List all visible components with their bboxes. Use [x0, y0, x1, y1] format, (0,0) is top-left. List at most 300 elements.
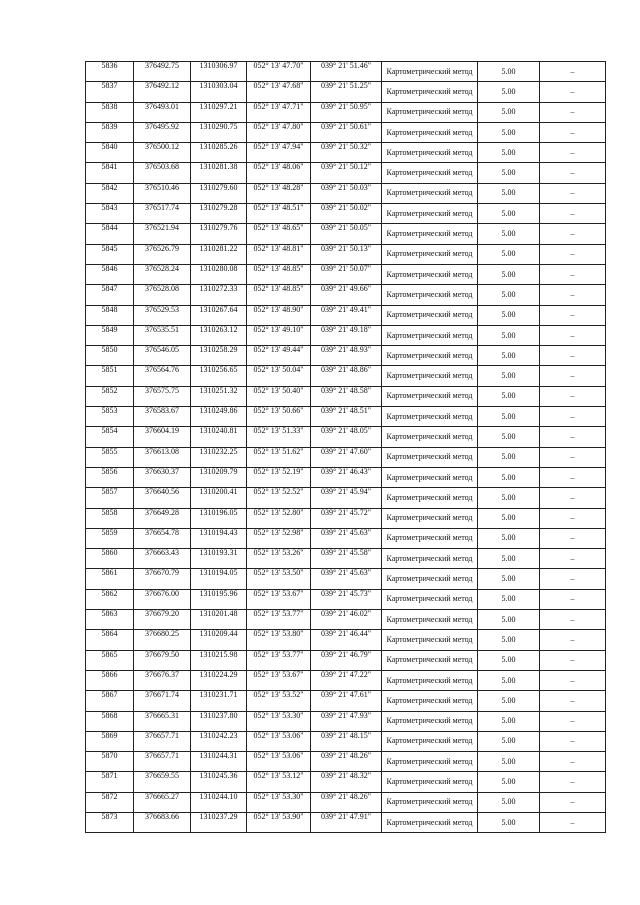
latitude-cell: 052° 13' 53.12"	[247, 772, 311, 792]
method-cell: Картометрический метод	[382, 447, 478, 467]
y-coordinate-cell: 1310280.08	[191, 264, 247, 284]
method-cell: Картометрический метод	[382, 366, 478, 386]
x-coordinate-cell: 376529.53	[134, 305, 191, 325]
accuracy-cell: 5.00	[478, 447, 540, 467]
longitude-cell: 039° 21' 48.15"	[311, 731, 382, 751]
latitude-cell: 052° 13' 47.80"	[247, 122, 311, 142]
y-coordinate-cell: 1310209.79	[191, 467, 247, 487]
y-coordinate-cell: 1310193.31	[191, 549, 247, 569]
method-cell: Картометрический метод	[382, 325, 478, 345]
note-cell: –	[540, 610, 606, 630]
method-cell: Картометрический метод	[382, 62, 478, 82]
accuracy-cell: 5.00	[478, 508, 540, 528]
x-coordinate-cell: 376613.08	[134, 447, 191, 467]
latitude-cell: 052° 13' 50.04"	[247, 366, 311, 386]
accuracy-cell: 5.00	[478, 122, 540, 142]
point-number-cell: 5857	[86, 488, 134, 508]
table-row	[86, 325, 606, 345]
table-row	[86, 812, 606, 832]
x-coordinate-cell: 376676.37	[134, 670, 191, 690]
table-row	[86, 549, 606, 569]
y-coordinate-cell: 1310249.86	[191, 407, 247, 427]
point-number-cell: 5873	[86, 812, 134, 832]
note-cell: –	[540, 528, 606, 548]
note-cell: –	[540, 772, 606, 792]
table-row	[86, 792, 606, 812]
x-coordinate-cell: 376604.19	[134, 427, 191, 447]
longitude-cell: 039° 21' 47.60"	[311, 447, 382, 467]
table-row	[86, 427, 606, 447]
latitude-cell: 052° 13' 53.52"	[247, 691, 311, 711]
x-coordinate-cell: 376679.20	[134, 610, 191, 630]
table-row	[86, 366, 606, 386]
note-cell: –	[540, 102, 606, 122]
accuracy-cell: 5.00	[478, 102, 540, 122]
latitude-cell: 052° 13' 48.51"	[247, 204, 311, 224]
x-coordinate-cell: 376670.79	[134, 569, 191, 589]
latitude-cell: 052° 13' 47.71"	[247, 102, 311, 122]
method-cell: Картометрический метод	[382, 549, 478, 569]
point-number-cell: 5840	[86, 143, 134, 163]
note-cell: –	[540, 650, 606, 670]
longitude-cell: 039° 21' 51.25"	[311, 82, 382, 102]
accuracy-cell: 5.00	[478, 325, 540, 345]
table-body	[86, 62, 606, 833]
latitude-cell: 052° 13' 53.30"	[247, 711, 311, 731]
table-row	[86, 569, 606, 589]
method-cell: Картометрический метод	[382, 711, 478, 731]
method-cell: Картометрический метод	[382, 670, 478, 690]
longitude-cell: 039° 21' 48.58"	[311, 386, 382, 406]
latitude-cell: 052° 13' 52.52"	[247, 488, 311, 508]
point-number-cell: 5847	[86, 285, 134, 305]
table-row	[86, 82, 606, 102]
y-coordinate-cell: 1310258.29	[191, 346, 247, 366]
table-row	[86, 102, 606, 122]
accuracy-cell: 5.00	[478, 630, 540, 650]
note-cell: –	[540, 143, 606, 163]
longitude-cell: 039° 21' 48.26"	[311, 792, 382, 812]
table-row	[86, 508, 606, 528]
accuracy-cell: 5.00	[478, 285, 540, 305]
point-number-cell: 5852	[86, 386, 134, 406]
note-cell: –	[540, 569, 606, 589]
longitude-cell: 039° 21' 45.58"	[311, 549, 382, 569]
longitude-cell: 039° 21' 45.94"	[311, 488, 382, 508]
y-coordinate-cell: 1310281.22	[191, 244, 247, 264]
longitude-cell: 039° 21' 48.86"	[311, 366, 382, 386]
method-cell: Картометрический метод	[382, 163, 478, 183]
method-cell: Картометрический метод	[382, 772, 478, 792]
longitude-cell: 039° 21' 49.66"	[311, 285, 382, 305]
point-number-cell: 5844	[86, 224, 134, 244]
accuracy-cell: 5.00	[478, 82, 540, 102]
latitude-cell: 052° 13' 53.77"	[247, 650, 311, 670]
method-cell: Картометрический метод	[382, 508, 478, 528]
accuracy-cell: 5.00	[478, 610, 540, 630]
note-cell: –	[540, 630, 606, 650]
note-cell: –	[540, 122, 606, 142]
y-coordinate-cell: 1310194.05	[191, 569, 247, 589]
method-cell: Картометрический метод	[382, 569, 478, 589]
table-row	[86, 691, 606, 711]
accuracy-cell: 5.00	[478, 488, 540, 508]
table-row	[86, 346, 606, 366]
table-row	[86, 386, 606, 406]
method-cell: Картометрический метод	[382, 691, 478, 711]
y-coordinate-cell: 1310242.23	[191, 731, 247, 751]
method-cell: Картометрический метод	[382, 488, 478, 508]
longitude-cell: 039° 21' 49.18"	[311, 325, 382, 345]
accuracy-cell: 5.00	[478, 386, 540, 406]
x-coordinate-cell: 376583.67	[134, 407, 191, 427]
longitude-cell: 039° 21' 50.95"	[311, 102, 382, 122]
y-coordinate-cell: 1310244.31	[191, 752, 247, 772]
accuracy-cell: 5.00	[478, 812, 540, 832]
longitude-cell: 039° 21' 47.61"	[311, 691, 382, 711]
note-cell: –	[540, 264, 606, 284]
latitude-cell: 052° 13' 48.81"	[247, 244, 311, 264]
method-cell: Картометрический метод	[382, 346, 478, 366]
x-coordinate-cell: 376680.25	[134, 630, 191, 650]
x-coordinate-cell: 376575.75	[134, 386, 191, 406]
longitude-cell: 039° 21' 49.41"	[311, 305, 382, 325]
accuracy-cell: 5.00	[478, 346, 540, 366]
y-coordinate-cell: 1310215.98	[191, 650, 247, 670]
longitude-cell: 039° 21' 47.22"	[311, 670, 382, 690]
longitude-cell: 039° 21' 50.12"	[311, 163, 382, 183]
latitude-cell: 052° 13' 48.06"	[247, 163, 311, 183]
point-number-cell: 5859	[86, 528, 134, 548]
x-coordinate-cell: 376546.05	[134, 346, 191, 366]
accuracy-cell: 5.00	[478, 366, 540, 386]
method-cell: Картометрический метод	[382, 244, 478, 264]
y-coordinate-cell: 1310200.41	[191, 488, 247, 508]
method-cell: Картометрический метод	[382, 285, 478, 305]
accuracy-cell: 5.00	[478, 244, 540, 264]
accuracy-cell: 5.00	[478, 772, 540, 792]
latitude-cell: 052° 13' 52.98"	[247, 528, 311, 548]
point-number-cell: 5838	[86, 102, 134, 122]
latitude-cell: 052° 13' 47.68"	[247, 82, 311, 102]
table-row	[86, 143, 606, 163]
longitude-cell: 039° 21' 51.46"	[311, 62, 382, 82]
accuracy-cell: 5.00	[478, 569, 540, 589]
table-row	[86, 630, 606, 650]
longitude-cell: 039° 21' 48.32"	[311, 772, 382, 792]
accuracy-cell: 5.00	[478, 731, 540, 751]
point-number-cell: 5837	[86, 82, 134, 102]
note-cell: –	[540, 488, 606, 508]
latitude-cell: 052° 13' 53.26"	[247, 549, 311, 569]
point-number-cell: 5850	[86, 346, 134, 366]
longitude-cell: 039° 21' 50.05"	[311, 224, 382, 244]
point-number-cell: 5858	[86, 508, 134, 528]
point-number-cell: 5869	[86, 731, 134, 751]
x-coordinate-cell: 376503.68	[134, 163, 191, 183]
y-coordinate-cell: 1310290.75	[191, 122, 247, 142]
table-row	[86, 752, 606, 772]
accuracy-cell: 5.00	[478, 163, 540, 183]
method-cell: Картометрический метод	[382, 82, 478, 102]
longitude-cell: 039° 21' 45.63"	[311, 528, 382, 548]
method-cell: Картометрический метод	[382, 589, 478, 609]
method-cell: Картометрический метод	[382, 122, 478, 142]
x-coordinate-cell: 376659.55	[134, 772, 191, 792]
latitude-cell: 052° 13' 47.70"	[247, 62, 311, 82]
point-number-cell: 5851	[86, 366, 134, 386]
point-number-cell: 5866	[86, 670, 134, 690]
point-number-cell: 5860	[86, 549, 134, 569]
table-row	[86, 305, 606, 325]
point-number-cell: 5854	[86, 427, 134, 447]
y-coordinate-cell: 1310267.64	[191, 305, 247, 325]
point-number-cell: 5836	[86, 62, 134, 82]
method-cell: Картометрический метод	[382, 427, 478, 447]
point-number-cell: 5868	[86, 711, 134, 731]
y-coordinate-cell: 1310237.80	[191, 711, 247, 731]
table-row	[86, 163, 606, 183]
note-cell: –	[540, 305, 606, 325]
accuracy-cell: 5.00	[478, 407, 540, 427]
x-coordinate-cell: 376663.43	[134, 549, 191, 569]
accuracy-cell: 5.00	[478, 792, 540, 812]
x-coordinate-cell: 376492.75	[134, 62, 191, 82]
table-row	[86, 589, 606, 609]
point-number-cell: 5848	[86, 305, 134, 325]
latitude-cell: 052° 13' 48.85"	[247, 264, 311, 284]
x-coordinate-cell: 376657.71	[134, 731, 191, 751]
latitude-cell: 052° 13' 47.94"	[247, 143, 311, 163]
y-coordinate-cell: 1310279.28	[191, 204, 247, 224]
table-row	[86, 467, 606, 487]
accuracy-cell: 5.00	[478, 264, 540, 284]
method-cell: Картометрический метод	[382, 305, 478, 325]
y-coordinate-cell: 1310209.44	[191, 630, 247, 650]
method-cell: Картометрический метод	[382, 143, 478, 163]
latitude-cell: 052° 13' 53.80"	[247, 630, 311, 650]
point-number-cell: 5863	[86, 610, 134, 630]
latitude-cell: 052° 13' 50.66"	[247, 407, 311, 427]
table-row	[86, 670, 606, 690]
longitude-cell: 039° 21' 50.32"	[311, 143, 382, 163]
x-coordinate-cell: 376683.66	[134, 812, 191, 832]
longitude-cell: 039° 21' 50.13"	[311, 244, 382, 264]
note-cell: –	[540, 224, 606, 244]
method-cell: Картометрический метод	[382, 407, 478, 427]
point-number-cell: 5872	[86, 792, 134, 812]
latitude-cell: 052° 13' 53.90"	[247, 812, 311, 832]
x-coordinate-cell: 376671.74	[134, 691, 191, 711]
longitude-cell: 039° 21' 48.51"	[311, 407, 382, 427]
note-cell: –	[540, 285, 606, 305]
x-coordinate-cell: 376630.37	[134, 467, 191, 487]
y-coordinate-cell: 1310244.10	[191, 792, 247, 812]
x-coordinate-cell: 376665.27	[134, 792, 191, 812]
table-row	[86, 610, 606, 630]
y-coordinate-cell: 1310251.32	[191, 386, 247, 406]
table-row	[86, 731, 606, 751]
note-cell: –	[540, 752, 606, 772]
point-number-cell: 5870	[86, 752, 134, 772]
accuracy-cell: 5.00	[478, 143, 540, 163]
note-cell: –	[540, 589, 606, 609]
x-coordinate-cell: 376521.94	[134, 224, 191, 244]
y-coordinate-cell: 1310240.81	[191, 427, 247, 447]
longitude-cell: 039° 21' 48.05"	[311, 427, 382, 447]
point-number-cell: 5871	[86, 772, 134, 792]
method-cell: Картометрический метод	[382, 650, 478, 670]
note-cell: –	[540, 346, 606, 366]
x-coordinate-cell: 376657.71	[134, 752, 191, 772]
accuracy-cell: 5.00	[478, 427, 540, 447]
longitude-cell: 039° 21' 45.63"	[311, 569, 382, 589]
latitude-cell: 052° 13' 51.62"	[247, 447, 311, 467]
latitude-cell: 052° 13' 53.30"	[247, 792, 311, 812]
y-coordinate-cell: 1310256.65	[191, 366, 247, 386]
note-cell: –	[540, 62, 606, 82]
accuracy-cell: 5.00	[478, 549, 540, 569]
latitude-cell: 052° 13' 48.65"	[247, 224, 311, 244]
table-row	[86, 447, 606, 467]
table-row	[86, 122, 606, 142]
latitude-cell: 052° 13' 53.67"	[247, 589, 311, 609]
x-coordinate-cell: 376528.08	[134, 285, 191, 305]
x-coordinate-cell: 376510.46	[134, 183, 191, 203]
x-coordinate-cell: 376500.12	[134, 143, 191, 163]
accuracy-cell: 5.00	[478, 183, 540, 203]
longitude-cell: 039° 21' 46.43"	[311, 467, 382, 487]
accuracy-cell: 5.00	[478, 650, 540, 670]
point-number-cell: 5849	[86, 325, 134, 345]
table-row	[86, 407, 606, 427]
note-cell: –	[540, 691, 606, 711]
method-cell: Картометрический метод	[382, 528, 478, 548]
y-coordinate-cell: 1310194.43	[191, 528, 247, 548]
point-number-cell: 5867	[86, 691, 134, 711]
method-cell: Картометрический метод	[382, 183, 478, 203]
table-row	[86, 772, 606, 792]
longitude-cell: 039° 21' 50.02"	[311, 204, 382, 224]
note-cell: –	[540, 447, 606, 467]
latitude-cell: 052° 13' 53.67"	[247, 670, 311, 690]
note-cell: –	[540, 792, 606, 812]
point-number-cell: 5864	[86, 630, 134, 650]
latitude-cell: 052° 13' 48.28"	[247, 183, 311, 203]
x-coordinate-cell: 376526.79	[134, 244, 191, 264]
note-cell: –	[540, 82, 606, 102]
method-cell: Картометрический метод	[382, 102, 478, 122]
y-coordinate-cell: 1310281.38	[191, 163, 247, 183]
longitude-cell: 039° 21' 50.61"	[311, 122, 382, 142]
method-cell: Картометрический метод	[382, 630, 478, 650]
method-cell: Картометрический метод	[382, 386, 478, 406]
note-cell: –	[540, 183, 606, 203]
table-row	[86, 62, 606, 82]
accuracy-cell: 5.00	[478, 691, 540, 711]
y-coordinate-cell: 1310285.26	[191, 143, 247, 163]
x-coordinate-cell: 376492.12	[134, 82, 191, 102]
latitude-cell: 052° 13' 50.40"	[247, 386, 311, 406]
longitude-cell: 039° 21' 48.93"	[311, 346, 382, 366]
y-coordinate-cell: 1310224.29	[191, 670, 247, 690]
table-row	[86, 204, 606, 224]
latitude-cell: 052° 13' 53.77"	[247, 610, 311, 630]
table-row	[86, 183, 606, 203]
point-number-cell: 5865	[86, 650, 134, 670]
table-row	[86, 528, 606, 548]
note-cell: –	[540, 325, 606, 345]
note-cell: –	[540, 670, 606, 690]
longitude-cell: 039° 21' 50.03"	[311, 183, 382, 203]
note-cell: –	[540, 366, 606, 386]
longitude-cell: 039° 21' 48.26"	[311, 752, 382, 772]
method-cell: Картометрический метод	[382, 792, 478, 812]
coordinates-table	[85, 61, 606, 833]
method-cell: Картометрический метод	[382, 204, 478, 224]
note-cell: –	[540, 731, 606, 751]
longitude-cell: 039° 21' 46.02"	[311, 610, 382, 630]
y-coordinate-cell: 1310279.60	[191, 183, 247, 203]
x-coordinate-cell: 376665.31	[134, 711, 191, 731]
accuracy-cell: 5.00	[478, 752, 540, 772]
note-cell: –	[540, 549, 606, 569]
accuracy-cell: 5.00	[478, 224, 540, 244]
x-coordinate-cell: 376535.51	[134, 325, 191, 345]
table-row	[86, 224, 606, 244]
x-coordinate-cell: 376679.50	[134, 650, 191, 670]
point-number-cell: 5845	[86, 244, 134, 264]
x-coordinate-cell: 376493.01	[134, 102, 191, 122]
x-coordinate-cell: 376640.56	[134, 488, 191, 508]
longitude-cell: 039° 21' 47.91"	[311, 812, 382, 832]
point-number-cell: 5861	[86, 569, 134, 589]
table-row	[86, 264, 606, 284]
accuracy-cell: 5.00	[478, 204, 540, 224]
y-coordinate-cell: 1310195.96	[191, 589, 247, 609]
table-row	[86, 244, 606, 264]
y-coordinate-cell: 1310245.36	[191, 772, 247, 792]
longitude-cell: 039° 21' 46.44"	[311, 630, 382, 650]
accuracy-cell: 5.00	[478, 670, 540, 690]
latitude-cell: 052° 13' 53.50"	[247, 569, 311, 589]
point-number-cell: 5843	[86, 204, 134, 224]
point-number-cell: 5853	[86, 407, 134, 427]
note-cell: –	[540, 163, 606, 183]
method-cell: Картометрический метод	[382, 731, 478, 751]
method-cell: Картометрический метод	[382, 224, 478, 244]
y-coordinate-cell: 1310201.48	[191, 610, 247, 630]
point-number-cell: 5842	[86, 183, 134, 203]
table-row	[86, 488, 606, 508]
x-coordinate-cell: 376517.74	[134, 204, 191, 224]
note-cell: –	[540, 508, 606, 528]
accuracy-cell: 5.00	[478, 711, 540, 731]
table-row	[86, 285, 606, 305]
point-number-cell: 5855	[86, 447, 134, 467]
latitude-cell: 052° 13' 49.10"	[247, 325, 311, 345]
longitude-cell: 039° 21' 47.93"	[311, 711, 382, 731]
latitude-cell: 052° 13' 52.80"	[247, 508, 311, 528]
note-cell: –	[540, 386, 606, 406]
longitude-cell: 039° 21' 45.72"	[311, 508, 382, 528]
point-number-cell: 5862	[86, 589, 134, 609]
method-cell: Картометрический метод	[382, 467, 478, 487]
table-row	[86, 711, 606, 731]
accuracy-cell: 5.00	[478, 589, 540, 609]
accuracy-cell: 5.00	[478, 305, 540, 325]
note-cell: –	[540, 812, 606, 832]
